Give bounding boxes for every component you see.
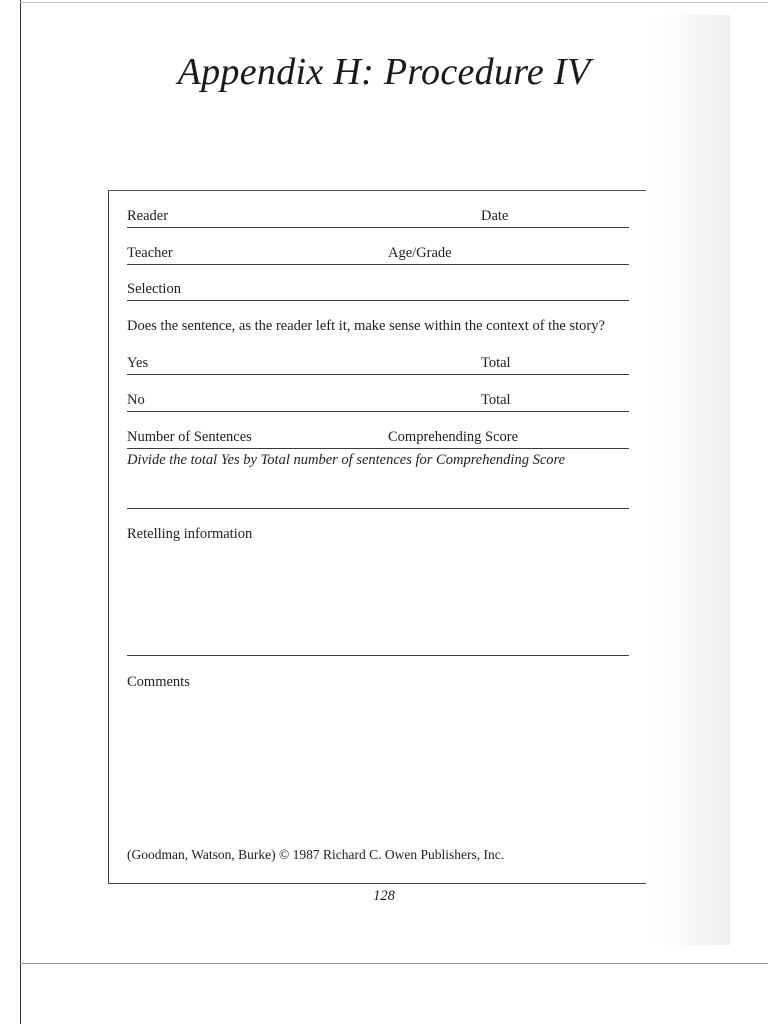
yes-total-label: Total (481, 355, 511, 371)
reader-date-line[interactable] (127, 227, 629, 228)
retelling-divider (127, 655, 629, 656)
copyright-notice: (Goodman, Watson, Burke) © 1987 Richard C. Owen Publishers, Inc. (127, 847, 505, 862)
reader-label: Reader (127, 208, 169, 224)
sense-question: Does the sentence, as the reader left it, make sense within the context of the story? (127, 318, 605, 334)
teacher-age-line[interactable] (127, 264, 629, 265)
page-number: 128 (373, 888, 395, 904)
yes-label: Yes (127, 355, 149, 371)
no-total-label: Total (481, 392, 511, 408)
no-line[interactable] (127, 411, 629, 412)
date-label: Date (481, 208, 509, 224)
scan-shadow (650, 15, 730, 945)
comments-label: Comments (127, 674, 190, 690)
teacher-label: Teacher (127, 245, 173, 261)
selection-label: Selection (127, 281, 181, 297)
scan-edge-left (20, 0, 21, 1024)
instruction-divider (127, 508, 629, 509)
page-title: Appendix H: Procedure IV (177, 51, 591, 93)
selection-line[interactable] (127, 300, 629, 301)
score-instruction: Divide the total Yes by Total number of sentences for Comprehending Score (127, 452, 566, 468)
yes-line[interactable] (127, 374, 629, 375)
no-label: No (127, 392, 145, 408)
scan-edge-top (20, 2, 768, 3)
score-line[interactable] (127, 448, 629, 449)
scan-edge-bottom (20, 963, 768, 964)
retelling-label: Retelling information (127, 526, 253, 542)
number-of-sentences-label: Number of Sentences (127, 429, 252, 445)
age-grade-label: Age/Grade (388, 245, 452, 261)
comprehending-score-label: Comprehending Score (388, 429, 519, 445)
